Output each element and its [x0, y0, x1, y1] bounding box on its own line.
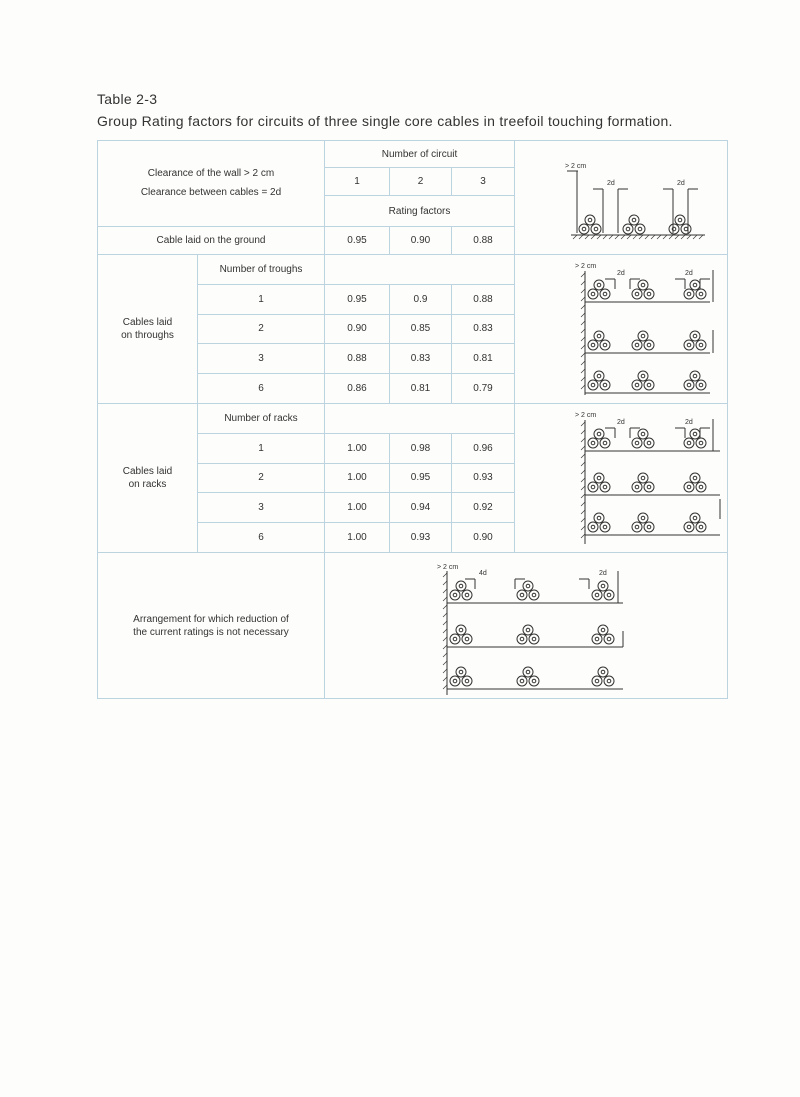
trefoil-cable-icon [632, 429, 654, 448]
wall-clearance-label: > 2 cm [565, 163, 587, 170]
rating-value: 0.83 [452, 314, 515, 344]
rating-value: 0.92 [452, 493, 515, 523]
trefoil-cable-icon [592, 667, 614, 686]
trefoil-cable-icon [632, 473, 654, 492]
rating-factors-table [97, 140, 728, 699]
rating-value: 0.88 [452, 284, 515, 314]
ground-value-2: 0.90 [390, 226, 452, 254]
rating-value: 0.98 [390, 433, 452, 463]
rating-value: 1.00 [325, 463, 390, 493]
racks-header-blank [325, 404, 515, 434]
wall-clearance-label: > 2 cm [437, 564, 459, 571]
racks-count-1: 1 [198, 433, 325, 463]
trefoil-cable-icon [588, 371, 610, 390]
troughs-count-3: 3 [198, 344, 325, 374]
rating-value: 0.93 [452, 463, 515, 493]
number-of-racks-header: Number of racks [198, 404, 325, 434]
arrangement-diagram [325, 553, 728, 699]
rating-value: 0.94 [390, 493, 452, 523]
condition-wall-clearance: Clearance of the wall > 2 cm [147, 168, 275, 180]
wall-clearance-label: > 2 cm [575, 412, 597, 419]
rating-value: 1.00 [325, 493, 390, 523]
number-of-circuit-header: Number of circuit [325, 141, 515, 168]
spacing-label-2d: 2d [617, 270, 625, 277]
trefoil-cable-icon [684, 331, 706, 350]
trefoil-cable-icon [517, 625, 539, 644]
racks-count-3: 3 [198, 493, 325, 523]
racks-group-label [98, 404, 198, 553]
trefoil-cable-icon [579, 215, 601, 234]
rating-factors-header: Rating factors [325, 196, 515, 226]
trefoil-cable-icon [684, 280, 706, 299]
rating-value: 0.9 [390, 284, 452, 314]
table-title: Group Rating factors for circuits of three single core cables in treefoil touching formation. [97, 113, 673, 129]
spacing-label-2d: 2d [599, 570, 607, 577]
spacing-label-2d: 2d [677, 180, 685, 187]
number-of-troughs-header: Number of troughs [198, 255, 325, 285]
rating-value: 0.96 [452, 433, 515, 463]
ground-diagram [515, 141, 728, 255]
trefoil-cable-icon [632, 513, 654, 532]
rating-value: 0.88 [325, 344, 390, 374]
rating-value: 0.81 [452, 344, 515, 374]
rating-value: 1.00 [325, 433, 390, 463]
trefoil-cable-icon [588, 331, 610, 350]
ground-value-3: 0.88 [452, 226, 515, 254]
rating-value: 0.90 [325, 314, 390, 344]
racks-label-line: on racks [128, 479, 167, 490]
rating-value: 1.00 [325, 523, 390, 553]
rating-value: 0.93 [390, 523, 452, 553]
trefoil-cable-icon [450, 625, 472, 644]
spacing-label-4d: 4d [479, 570, 487, 577]
racks-label-line: Cables laid [122, 466, 173, 477]
trefoil-cable-icon [517, 581, 539, 600]
rating-value: 0.85 [390, 314, 452, 344]
wall-clearance-label: > 2 cm [575, 263, 597, 270]
trefoil-cable-icon [623, 215, 645, 234]
troughs-count-2: 2 [198, 314, 325, 344]
trefoil-cable-icon [517, 667, 539, 686]
troughs-header-blank [325, 255, 515, 285]
trefoil-cable-icon [588, 473, 610, 492]
spacing-label-2d: 2d [685, 270, 693, 277]
rating-value: 0.81 [390, 374, 452, 404]
arrangement-label-line: the current ratings is not necessary [133, 626, 289, 638]
trefoil-cable-icon [588, 513, 610, 532]
circuit-1-header: 1 [325, 168, 390, 196]
rating-value: 0.86 [325, 374, 390, 404]
trefoil-cable-icon [450, 581, 472, 600]
table-caption [97, 89, 673, 132]
arrangement-label-line: Arrangement for which reduction of [133, 613, 289, 625]
ground-value-1: 0.95 [325, 226, 390, 254]
trefoil-cable-icon [450, 667, 472, 686]
circuit-2-header: 2 [390, 168, 452, 196]
racks-arrangement-drawing [515, 404, 727, 552]
trefoil-cable-icon [684, 513, 706, 532]
rating-value: 0.95 [390, 463, 452, 493]
condition-cable-clearance: Clearance between cables = 2d [140, 187, 282, 199]
trefoil-cable-icon [632, 280, 654, 299]
trefoil-cable-icon [632, 371, 654, 390]
trefoil-cable-icon [684, 429, 706, 448]
rating-value: 0.90 [452, 523, 515, 553]
trefoil-cable-icon [592, 625, 614, 644]
troughs-count-6: 6 [198, 374, 325, 404]
troughs-label-line: Cables laid [122, 317, 173, 328]
troughs-group-label [98, 255, 198, 404]
no-reduction-arrangement-drawing [325, 553, 727, 698]
troughs-count-1: 1 [198, 284, 325, 314]
trefoil-cable-icon [592, 581, 614, 600]
troughs-arrangement-drawing [515, 255, 727, 403]
header-condition-cell [98, 141, 325, 227]
ground-arrangement-drawing [515, 141, 727, 254]
circuit-3-header: 3 [452, 168, 515, 196]
racks-diagram [515, 404, 728, 553]
trefoil-cable-icon [684, 473, 706, 492]
table-number: Table 2-3 [97, 91, 158, 107]
trefoil-cable-icon [588, 429, 610, 448]
spacing-label-2d: 2d [607, 180, 615, 187]
trefoil-cable-icon [632, 331, 654, 350]
troughs-diagram [515, 255, 728, 404]
racks-count-6: 6 [198, 523, 325, 553]
rating-value: 0.95 [325, 284, 390, 314]
spacing-label-2d: 2d [685, 419, 693, 426]
trefoil-cable-icon [684, 371, 706, 390]
racks-count-2: 2 [198, 463, 325, 493]
rating-value: 0.79 [452, 374, 515, 404]
spacing-label-2d: 2d [617, 419, 625, 426]
rating-value: 0.83 [390, 344, 452, 374]
trefoil-cable-icon [588, 280, 610, 299]
no-reduction-arrangement-label [98, 553, 325, 699]
troughs-label-line: on throughs [121, 330, 174, 341]
ground-row-label: Cable laid on the ground [98, 226, 325, 254]
